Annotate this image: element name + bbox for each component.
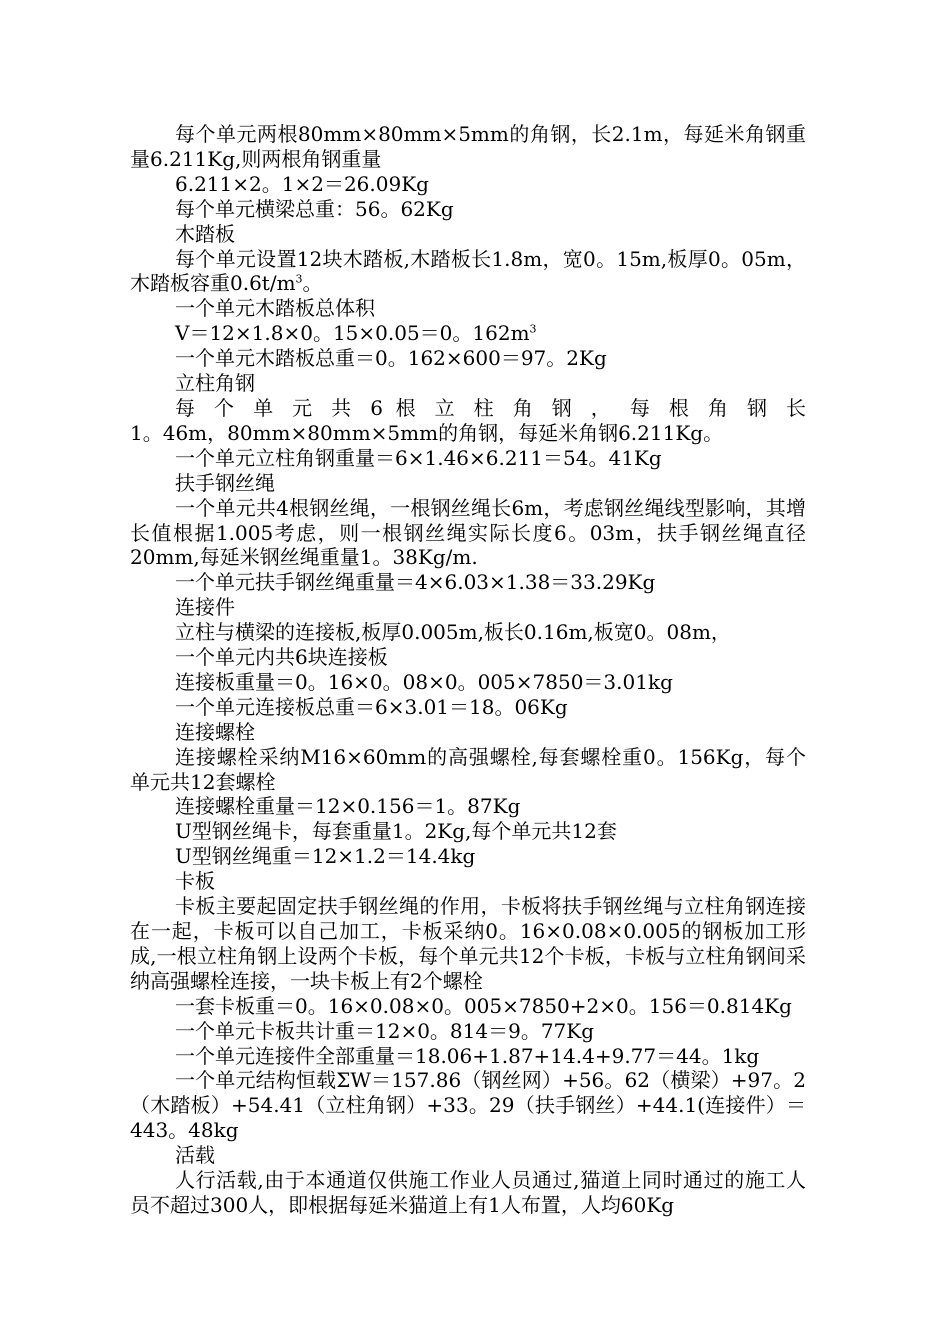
paragraph [130, 321, 806, 346]
paragraph-text: 一个单元扶手钢丝绳重量＝4×6.03×1.38＝33.29Kg [175, 570, 656, 595]
paragraph [130, 346, 806, 371]
paragraph-text: 一个单元结构恒载ΣW＝157.86（钢丝网）+56。62（横梁）+97。2（木踏板）+54.41（立柱角钢）+33。29（扶手钢丝）+44.1(连接件）＝443。48kg [130, 1068, 806, 1143]
paragraph [130, 446, 806, 471]
paragraph [130, 994, 806, 1019]
paragraph-text: 连接板重量＝0。16×0。08×0。005×7850＝3.01kg [175, 669, 673, 694]
paragraph-text: 一个单元连接板总重＝6×3.01＝18。06Kg [175, 694, 568, 719]
paragraph [130, 172, 806, 197]
paragraph-text: 6.211×2。1×2＝26.09Kg [175, 171, 429, 196]
paragraph [130, 595, 806, 620]
paragraph-text: 连接螺栓 [175, 719, 255, 744]
paragraph-text: 一个单元立柱角钢重量＝6×1.46×6.211＝54。41Kg [175, 445, 662, 470]
paragraph [130, 247, 806, 297]
superscript: 3 [295, 272, 303, 286]
paragraph-text: 木踏板 [175, 221, 235, 246]
paragraph-text: 连接螺栓重量＝12×0.156＝1。87Kg [175, 794, 521, 819]
paragraph [130, 670, 806, 695]
paragraph-text: 连接螺栓采纳M16×60mm的高强螺栓,每套螺栓重0。156Kg，每个单元共12套螺栓 [130, 744, 806, 794]
paragraph [130, 745, 806, 795]
paragraph [130, 794, 806, 819]
paragraph [130, 1068, 806, 1143]
paragraph-text: 扶手钢丝绳 [175, 470, 275, 495]
paragraph-text: 每个单元横梁总重：56。62Kg [175, 196, 454, 221]
paragraph-text: 卡板主要起固定扶手钢丝绳的作用，卡板将扶手钢丝绳与立柱角钢连接在一起，卡板可以自己加工，卡板采纳0。16×0.08×0.005的钢板加工形成,一根立柱角钢上设两个卡板，每个单元共12个卡板，卡板与立柱角钢间采纳高强螺栓连接，一块卡板上有2个螺栓 [130, 894, 806, 993]
paragraph [130, 1019, 806, 1044]
paragraph [130, 720, 806, 745]
paragraph-tail: 。 [302, 271, 323, 296]
paragraph [130, 620, 806, 645]
paragraph-text: 活载 [175, 1143, 215, 1168]
paragraph-text: 每个单元两根80mm×80mm×5mm的角钢，长2.1m，每延米角钢重量6.211Kg,则两根角钢重量 [130, 122, 806, 171]
paragraph [130, 695, 806, 720]
paragraph-text: 立柱与横梁的连接板,板厚0.005m,板长0.16m,板宽0。08m， [175, 620, 731, 645]
paragraph [130, 869, 806, 894]
paragraph-text: 立柱角钢 [175, 371, 255, 396]
paragraph [130, 421, 806, 446]
document-body [130, 122, 806, 1218]
paragraph [130, 122, 806, 172]
paragraph-text: 一个单元木踏板总体积 [175, 296, 375, 321]
paragraph [130, 1143, 806, 1168]
paragraph [130, 844, 806, 869]
paragraph [130, 1044, 806, 1069]
paragraph [130, 894, 806, 994]
paragraph [130, 371, 806, 396]
paragraph-text: 一个单元共4根钢丝绳，一根钢丝绳长6m，考虑钢丝绳线型影响，其增长值根据1.005考虑，则一根钢丝绳实际长度6。03m，扶手钢丝绳直径20mm,每延米钢丝绳重量1。38Kg/m. [130, 495, 806, 570]
paragraph-text: 卡板 [175, 869, 215, 894]
superscript: 3 [529, 322, 537, 336]
paragraph [130, 296, 806, 321]
paragraph-text: 每 个 单 元 共 6 根 立 柱 角 钢 ， 每 根 角 钢 长 [175, 395, 806, 420]
paragraph-text: 一个单元连接件全部重量＝18.06+1.87+14.4+9.77＝44。1kg [175, 1043, 760, 1068]
paragraph [130, 570, 806, 595]
paragraph [130, 471, 806, 496]
paragraph-text: 每个单元设置12块木踏板,木踏板长1.8m，宽0。15m,板厚0。05m，木踏板容重0.6t/m [130, 246, 806, 296]
paragraph [130, 496, 806, 571]
paragraph [130, 1168, 806, 1218]
paragraph-text: 连接件 [175, 595, 235, 620]
paragraph-text: 一套卡板重＝0。16×0.08×0。005×7850+2×0。156＝0.814Kg [175, 993, 792, 1018]
paragraph-text: 一个单元内共6块连接板 [175, 645, 388, 670]
paragraph-text: 人行活载,由于本通道仅供施工作业人员通过,猫道上同时通过的施工人员不超过300人，即根据每延米猫道上有1人布置，人均60Kg [130, 1168, 806, 1217]
paragraph [130, 819, 806, 844]
paragraph-text: V＝12×1.8×0。15×0.05＝0。162m [175, 321, 530, 346]
paragraph [130, 222, 806, 247]
paragraph [130, 197, 806, 222]
paragraph [130, 645, 806, 670]
paragraph-text: 一个单元木踏板总重＝0。162×600＝97。2Kg [175, 346, 607, 371]
paragraph [130, 396, 806, 421]
paragraph-text: U型钢丝绳卡，每套重量1。2Kg,每个单元共12套 [175, 819, 617, 844]
paragraph-text: 一个单元卡板共计重＝12×0。814＝9。77Kg [175, 1018, 595, 1043]
paragraph-text: 1。46m，80mm×80mm×5mm的角钢，每延米角钢6.211Kg。 [130, 420, 724, 445]
paragraph-text: U型钢丝绳重＝12×1.2＝14.4kg [175, 844, 476, 869]
